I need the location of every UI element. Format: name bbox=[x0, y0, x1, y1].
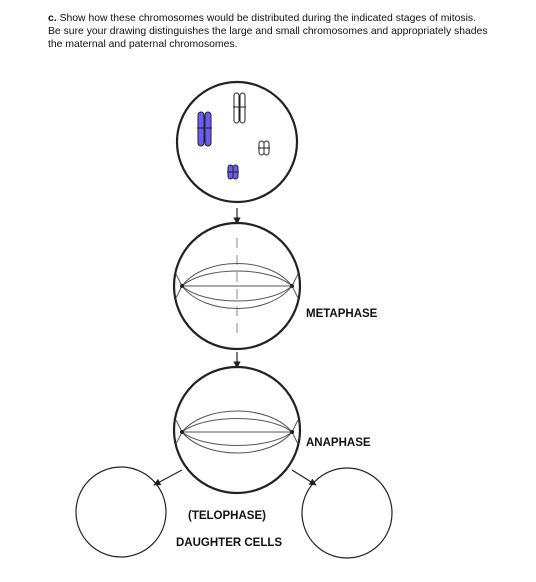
small-maternal-chromosome bbox=[227, 165, 239, 179]
large-paternal-chromosome bbox=[233, 93, 246, 123]
instruction-text-1: Show how these chromosomes would be distributed during the indicated stages of mitosis. bbox=[59, 13, 476, 24]
metaphase-centriole-left bbox=[180, 284, 184, 288]
arrow-to-right-daughter bbox=[292, 470, 316, 485]
anaphase-cell-membrane bbox=[174, 367, 300, 493]
telophase-label: (TELOPHASE) bbox=[188, 510, 266, 522]
arrow-to-left-daughter bbox=[154, 470, 182, 485]
part-label: c. bbox=[48, 13, 57, 24]
metaphase-cell bbox=[174, 223, 300, 349]
daughter-cell-right bbox=[302, 468, 392, 558]
small-paternal-chromosome bbox=[258, 141, 270, 155]
metaphase-label: METAPHASE bbox=[306, 308, 378, 320]
anaphase-centriole-left bbox=[180, 430, 184, 434]
anaphase-label: ANAPHASE bbox=[306, 437, 371, 449]
large-maternal-chromosome bbox=[197, 112, 212, 146]
initial-cell bbox=[177, 82, 297, 202]
anaphase-spindle bbox=[176, 411, 298, 453]
daughter-cell-left bbox=[76, 467, 166, 557]
anaphase-centriole-right bbox=[290, 430, 294, 434]
metaphase-centriole-right bbox=[290, 284, 294, 288]
anaphase-cell bbox=[174, 367, 300, 493]
instruction-line-2: Be sure your drawing distinguishes the large and small chromosomes and appropriately shades bbox=[48, 26, 488, 37]
metaphase-spindle bbox=[176, 264, 298, 309]
daughter-cells-label: DAUGHTER CELLS bbox=[176, 537, 283, 549]
instruction-line-3: the maternal and paternal chromosomes. bbox=[48, 39, 238, 50]
